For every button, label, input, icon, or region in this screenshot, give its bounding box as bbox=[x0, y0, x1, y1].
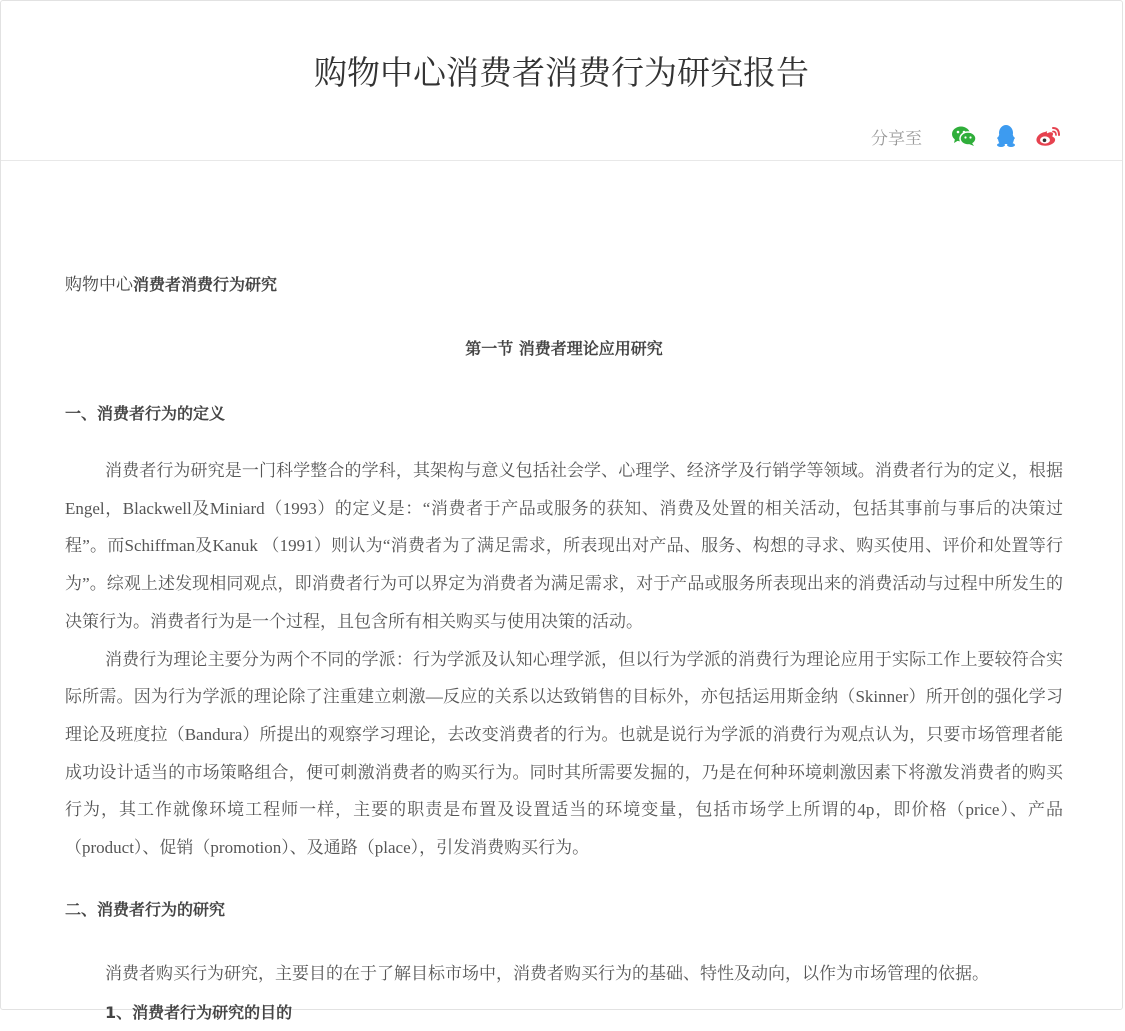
share-wechat-button[interactable] bbox=[950, 122, 978, 150]
document-title-prefix: 购物中心 bbox=[65, 275, 133, 294]
document-title-bold: 消费者消费行为研究 bbox=[133, 275, 278, 294]
article-body bbox=[65, 263, 1063, 1031]
share-bar bbox=[871, 120, 1062, 152]
heading-research: 二、消费者行为的研究 bbox=[65, 899, 226, 919]
page-title: 购物中心消费者消费行为研究报告 bbox=[314, 53, 809, 92]
qq-icon bbox=[995, 124, 1017, 148]
section-heading: 第一节 消费者理论应用研究 bbox=[465, 339, 663, 358]
paragraph-research: 消费者购买行为研究，主要目的在于了解目标市场中，消费者购买行为的基础、特性及动向，以作为市场管理的依据。 bbox=[105, 963, 989, 983]
heading-definition: 一、消费者行为的定义 bbox=[65, 404, 226, 423]
wechat-icon bbox=[951, 125, 977, 147]
document-title bbox=[65, 263, 1063, 307]
share-weibo-button[interactable] bbox=[1034, 122, 1062, 150]
article-header bbox=[1, 1, 1122, 161]
share-qq-button[interactable] bbox=[992, 122, 1020, 150]
paragraph-definition: 消费者行为研究是一门科学整合的学科，其架构与意义包括社会学、心理学、经济学及行销学等领域。消费者行为的定义，根据Engel，Blackwell及Miniard（1993）的定义是：“消费者于产品或服务的获知、消费及处置的相关活动，包括其事前与事后的决策过程”。而Schiffman及Kanuk （1991）则认为“消费者为了满足需求，所表现出对产品、服务、构想的寻求、购买使用、评价和处置等行为”。综观上述发现相同观点，即消费者行为可以界定为消费者为满足需求，对于产品或服务所表现出来的消费活动与过程中所发生的决策行为。消费者行为是一个过程，且包含所有相关购买与使用决策的活动。 bbox=[65, 461, 1063, 631]
subheading-purpose: 1、消费者行为研究的目的 bbox=[105, 1003, 293, 1023]
weibo-icon bbox=[1035, 125, 1061, 147]
paragraph-theory: 消费行为理论主要分为两个不同的学派：行为学派及认知心理学派，但以行为学派的消费行为理论应用于实际工作上要较符合实际所需。因为行为学派的理论除了注重建立刺激—反应的关系以达致销售的目标外，亦包括运用斯金纳（Skinner）所开创的强化学习理论及班度拉（Bandura）所提出的观察学习理论，去改变消费者的行为。也就是说行为学派的消费行为观点认为，只要市场管理者能成功设计适当的市场策略组合，便可刺激消费者的购买行为。同时其所需要发掘的，乃是在何种环境刺激因素下将激发消费者的购买行为，其工作就像环境工程师一样，主要的职责是布置及设置适当的环境变量，包括市场学上所谓的4p，即价格（price）、产品（product）、促销（promotion）、及通路（place），引发消费购买行为。 bbox=[65, 649, 1063, 858]
share-label: 分享至 bbox=[871, 128, 922, 149]
